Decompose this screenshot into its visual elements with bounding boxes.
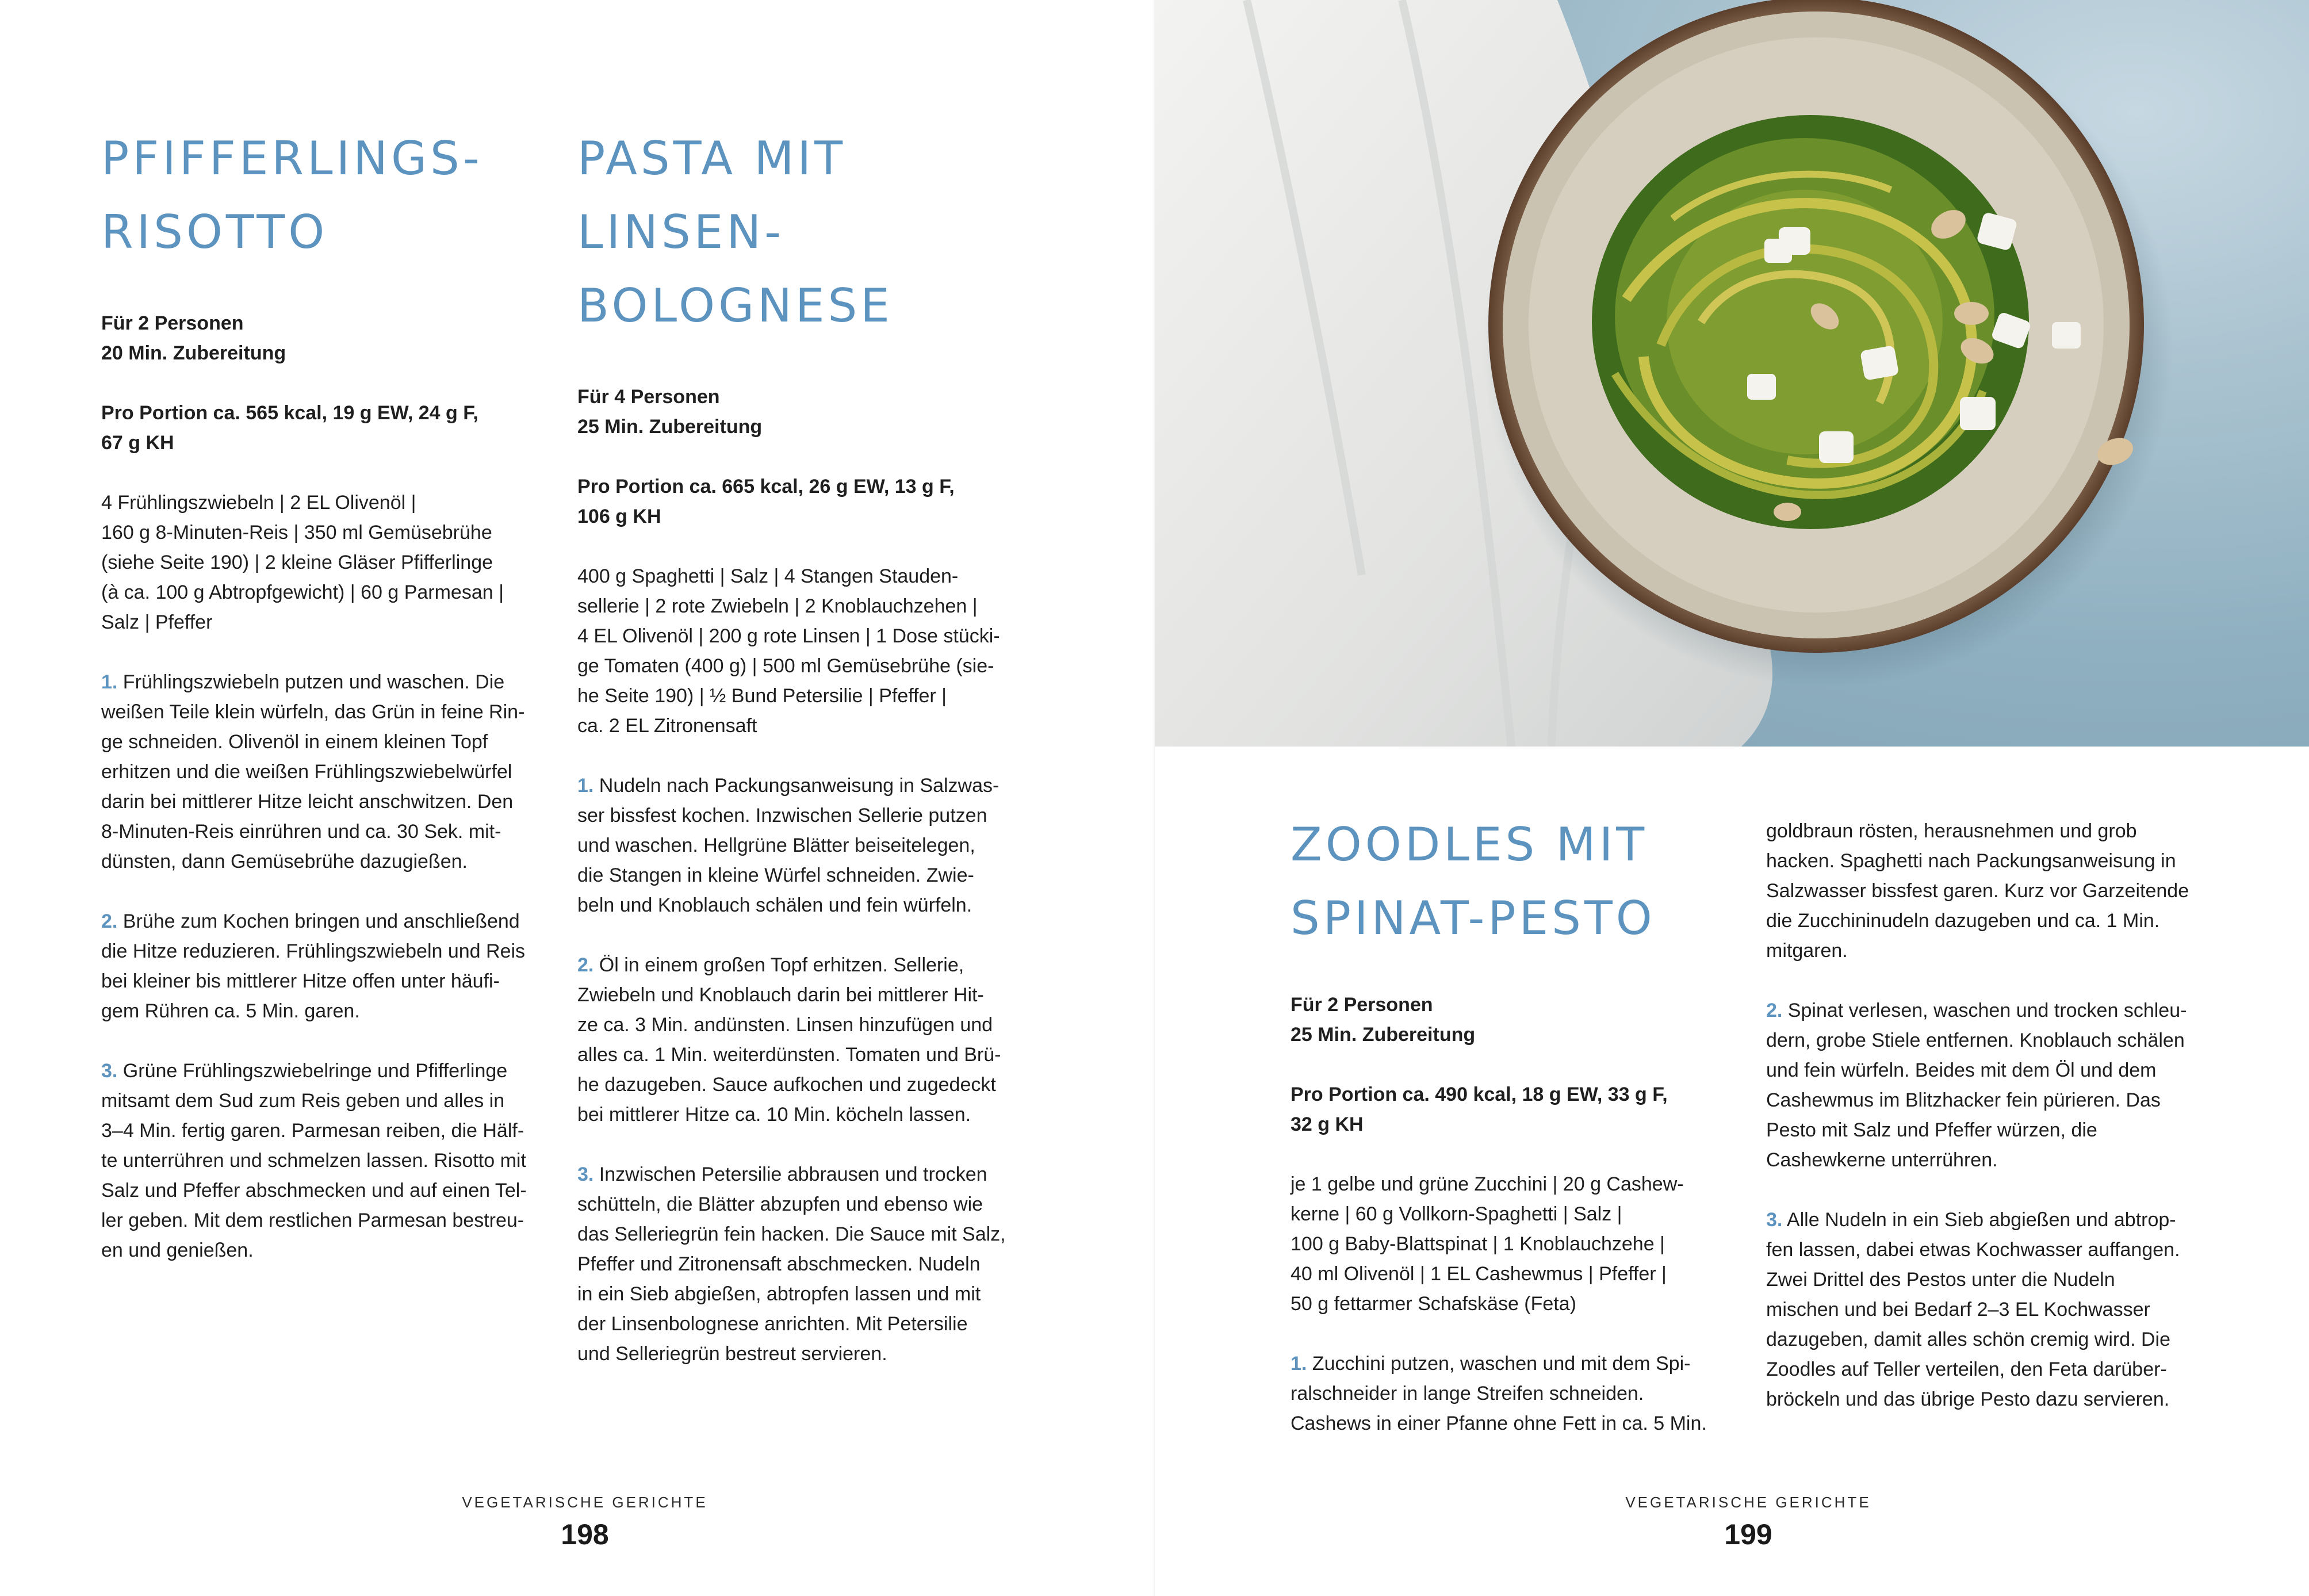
step-number: 2. [577, 954, 594, 976]
step-2 [577, 950, 1014, 1130]
nutrition-line: Pro Portion ca. 490 kcal, 18 g EW, 33 g F, [1291, 1084, 1668, 1105]
nutrition-line: 32 g KH [1291, 1113, 1364, 1135]
step-number: 1. [101, 671, 118, 693]
title-line: PASTA MIT LINSEN- [577, 132, 846, 259]
right-page [1155, 0, 2309, 1596]
step-number: 3. [1766, 1209, 1783, 1231]
nutrition-line: Pro Portion ca. 565 kcal, 19 g EW, 24 g F, [101, 402, 478, 424]
recipe-pasta-linsen-bolognese [577, 122, 1014, 1369]
nutrition-line: 106 g KH [577, 506, 661, 527]
recipe-zoodles-spinat-pesto [1291, 808, 1728, 1438]
step-number: 1. [1291, 1353, 1307, 1375]
step-3 [1766, 1205, 2203, 1414]
step-text: Frühlingszwiebeln putzen und waschen. Die weißen Teile klein würfeln, das Grün in feine Rin- ge schneiden. Olivenöl in einem kleinen Topf erhitzen und die weißen Frühlingszwiebelwürfel darin bei mittlerer Hitze leicht anschwitzen. Den 8-Minuten-Reis einrühren und ca. 30 Sek. mit- dünsten, dann Gemüsebrühe dazugießen. [101, 671, 525, 872]
section-label: VEGETARISCHE GERICHTE [1625, 1494, 1871, 1511]
step-number: 1. [577, 775, 594, 797]
step-text: Brühe zum Kochen bringen und anschließend die Hitze reduzieren. Frühlingszwiebeln und Reis bei kleiner bis mittlerer Hitze offen unter häufi- gem Rühren ca. 5 Min. garen. [101, 910, 526, 1022]
step-3 [101, 1056, 538, 1265]
servings: Für 4 Personen [577, 386, 720, 408]
ingredients: je 1 gelbe und grüne Zucchini | 20 g Cashew- kerne | 60 g Vollkorn-Spaghetti | Salz | 100 g Baby-Blattspinat | 1 Knoblauchzehe | 40 ml Olivenöl | 1 EL Cashewmus | Pfeffer | 50 g fettarmer Schafskäse (Feta) [1291, 1173, 1684, 1315]
step-text: Inzwischen Petersilie abbrausen und trocken schütteln, die Blätter abzupfen und ebenso wie das Selleriegrün fein hacken. Die Sauce mit Salz, Pfeffer und Zitronensaft abschmecken. Nudeln in ein Sieb abgießen, abtropfen lassen und mit der Linsenbolognese anrichten. Mit Petersilie und Selleriegrün bestreut servieren. [577, 1163, 1006, 1365]
step-2 [101, 906, 538, 1026]
step-text: Öl in einem großen Topf erhitzen. Sellerie, Zwiebeln und Knoblauch darin bei mittlerer Hit- ze ca. 3 Min. andünsten. Linsen hinzufügen und alles ca. 1 Min. weiterdünsten. Tomaten und Brü- he dazugeben. Sauce aufkochen und zugedeckt bei mittlerer Hitze ca. 10 Min. köcheln lassen. [577, 954, 1001, 1126]
step-2 [1766, 996, 2203, 1175]
page-footer [1576, 1491, 1921, 1553]
recipe-pfifferlings-risotto [101, 122, 538, 1265]
nutrition-line: 67 g KH [101, 432, 174, 454]
step-1-continued: goldbraun rösten, herausnehmen und grob hacken. Spaghetti nach Packungsanweisung in Salzwasser bissfest garen. Kurz vor Garzeitende die Zucchininudeln dazugeben und ca. 1 Min. mitgaren. [1766, 820, 2189, 962]
step-number: 2. [101, 910, 118, 932]
step-text: Spinat verlesen, waschen und trocken schleu- dern, grobe Stiele entfernen. Knoblauch schälen und fein würfeln. Beides mit dem Öl und dem Cashewmus im Blitzhacker fein pürieren. Das Pesto mit Salz und Pfeffer würzen, die Cashewkerne unterrühren. [1766, 1000, 2187, 1171]
title-line: ZOODLES MIT [1291, 818, 1648, 871]
title-line: BOLOGNESE [577, 279, 893, 332]
recipe-title [101, 122, 538, 269]
title-line: RISOTTO [101, 205, 328, 259]
step-number: 3. [101, 1060, 118, 1082]
title-line: PFIFFERLINGS- [101, 132, 483, 185]
left-page [0, 0, 1154, 1596]
step-1 [577, 771, 1014, 920]
step-text: Zucchini putzen, waschen und mit dem Spi- ralschneider in lange Streifen schneiden. Cashews in einer Pfanne ohne Fett in ca. 5 Min. [1291, 1353, 1707, 1434]
step-text: Alle Nudeln in ein Sieb abgießen und abtrop- fen lassen, dabei etwas Kochwasser auffangen. Zwei Drittel des Pestos unter die Nudeln mischen und bei Bedarf 2–3 EL Kochwasser dazugeben, damit alles schön cremig wird. Die Zoodles auf Teller verteilen, den Feta darüber- bröckeln und das übrige Pesto dazu servieren. [1766, 1209, 2180, 1410]
page-footer [412, 1491, 757, 1553]
page-number: 198 [561, 1518, 609, 1551]
step-1 [101, 667, 538, 877]
recipe-zoodles-continued [1766, 816, 2203, 1414]
step-number: 2. [1766, 1000, 1783, 1021]
photo-illustration [1155, 0, 2309, 747]
servings: Für 2 Personen [1291, 994, 1433, 1016]
title-line: SPINAT-PESTO [1291, 891, 1656, 945]
ingredients: 400 g Spaghetti | Salz | 4 Stangen Stauden- sellerie | 2 rote Zwiebeln | 2 Knoblauchzehen | 4 EL Olivenöl | 200 g rote Linsen | 1 Dose stücki- ge Tomaten (400 g) | 500 ml Gemüsebrühe (sie- he Seite 190) | ½ Bund Petersilie | Pfeffer | ca. 2 EL Zitronensaft [577, 565, 1000, 737]
step-3 [577, 1159, 1014, 1369]
step-text: Grüne Frühlingszwiebelringe und Pfifferlinge mitsamt dem Sud zum Reis geben und alles in 3–4 Min. fertig garen. Parmesan reiben, die Hälf- te unterrühren und schmelzen lassen. Risotto mit Salz und Pfeffer abschmecken und auf einen Tel- ler geben. Mit dem restlichen Parmesan bestreu- en und genießen. [101, 1060, 527, 1261]
servings: Für 2 Personen [101, 312, 244, 334]
prep-time: 25 Min. Zubereitung [577, 416, 763, 438]
prep-time: 20 Min. Zubereitung [101, 342, 286, 364]
section-label: VEGETARISCHE GERICHTE [462, 1494, 708, 1511]
step-number: 3. [577, 1163, 594, 1185]
ingredients: 4 Frühlingszwiebeln | 2 EL Olivenöl | 160 g 8-Minuten-Reis | 350 ml Gemüsebrühe (siehe Seite 190) | 2 kleine Gläser Pfifferlinge (à ca. 100 g Abtropfgewicht) | 60 g Parmesan | Salz | Pfeffer [101, 492, 504, 633]
page-number: 199 [1724, 1518, 1772, 1551]
step-1 [1291, 1349, 1728, 1438]
recipe-title [577, 122, 1014, 343]
nutrition-line: Pro Portion ca. 665 kcal, 26 g EW, 13 g F, [577, 476, 955, 497]
prep-time: 25 Min. Zubereitung [1291, 1024, 1476, 1046]
step-text: Nudeln nach Packungsanweisung in Salzwas- ser bissfest kochen. Inzwischen Sellerie putzen und waschen. Hellgrüne Blätter beiseitelegen, die Stangen in kleine Würfel schneiden. Zwie- beln und Knoblauch schälen und fein würfeln. [577, 775, 1000, 916]
food-photo [1155, 0, 2309, 747]
recipe-title [1291, 808, 1728, 955]
